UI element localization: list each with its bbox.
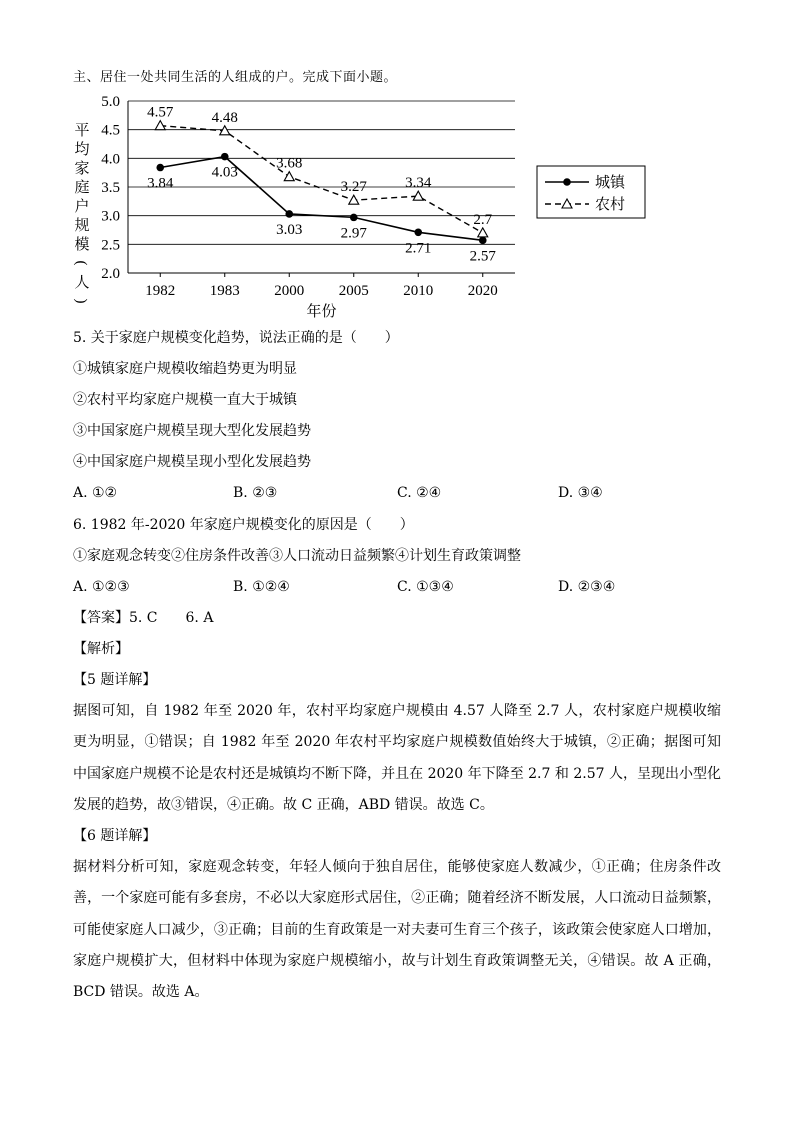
legend-label-urban: 城镇: [595, 175, 626, 191]
data-label-urban: 2.71: [405, 240, 432, 257]
y-axis-label-char: 庭: [74, 180, 90, 196]
legend-label-rural: 农村: [595, 197, 626, 213]
series-line-rural: [160, 126, 483, 233]
y-tick-label: 3.0: [101, 208, 120, 225]
data-label-urban: 3.84: [147, 175, 174, 192]
data-label-rural: 4.48: [211, 109, 238, 126]
y-axis-label-char: (: [73, 260, 89, 266]
data-point-urban: [414, 228, 422, 236]
q5-item-3: ③中国家庭户规模呈现大型化发展趋势: [73, 423, 311, 439]
data-point-urban: [221, 153, 229, 161]
x-tick-label: 1982: [145, 283, 176, 299]
d5-text: 据图可知，自 1982 年至 2020 年，农村平均家庭户规模由 4.57 人降至 2.7 人，农村家庭户规模收缩更为明显，①错误；自 1982 年至 2020 年农村平均家庭户规模数值始终大于城镇，②正确；据图可知中国家庭户规模不论是农村还是城镇均不断下降，并且在 2020 年下降至 2.7 和 2.57 人，呈现出小型化发展的趋势，故③错误，④正确。故 C 正确，ABD 错误。故选 C。: [73, 703, 721, 813]
x-tick-label: 2000: [274, 283, 305, 299]
data-label-rural: 3.27: [340, 179, 367, 196]
data-label-rural: 3.34: [405, 175, 432, 192]
d6-text: 据材料分析可知，家庭观念转变，年轻人倾向于独自居住，能够使家庭人数减少，①正确；住房条件改善，一个家庭可能有多套房，不必以大家庭形式居住，②正确；随着经济不断发展，人口流动日益频繁，可能使家庭人口减少，③正确；目前的生育政策是一对夫妻可生育三个孩子，该政策会使家庭人口增加，家庭户规模扩大，但材料中体现为家庭户规模缩小，故与计划生育政策调整无关，④错误。故 A 正确，BCD 错误。故选 A。: [73, 859, 721, 1001]
legend-box: [537, 166, 645, 218]
q5-option-d: D. ③④: [558, 485, 603, 501]
answer-text: 5. C 6. A: [129, 610, 214, 626]
d5-label: 【5 题详解】: [73, 672, 157, 688]
y-tick-label: 4.5: [101, 122, 120, 139]
data-point-urban: [350, 214, 358, 222]
y-axis-label-char: ): [73, 298, 89, 304]
series-line-urban: [160, 157, 483, 241]
q6-option-d: D. ②③④: [558, 579, 616, 595]
y-tick-label: 5.0: [101, 94, 120, 110]
d6-label: 【6 题详解】: [73, 828, 157, 844]
x-tick-label: 2010: [403, 283, 434, 299]
y-tick-label: 2.5: [101, 237, 120, 254]
y-axis-label-char: 均: [74, 142, 90, 158]
y-axis-label-char: 规: [74, 218, 90, 234]
data-label-urban: 4.03: [211, 164, 238, 181]
x-tick-label: 2005: [338, 283, 369, 299]
q5-item-4: ④中国家庭户规模呈现小型化发展趋势: [73, 454, 311, 470]
data-point-urban: [285, 210, 293, 218]
y-axis-label-char: 人: [74, 275, 90, 291]
y-tick-label: 4.0: [101, 151, 120, 168]
data-label-rural: 4.57: [147, 104, 174, 121]
q5-option-a: A. ①②: [73, 485, 118, 501]
q6-option-a: A. ①②③: [73, 579, 130, 595]
q6-option-b: B. ①②④: [233, 579, 290, 595]
data-point-rural: [155, 121, 165, 130]
intro-text: 主、居住一处共同生活的人组成的户。完成下面小题。: [73, 70, 398, 85]
x-tick-label: 1983: [209, 283, 240, 299]
data-label-urban: 2.57: [469, 248, 496, 265]
q5-item-2: ②农村平均家庭户规模一直大于城镇: [73, 392, 297, 408]
data-label-urban: 3.03: [276, 221, 303, 238]
analysis-label: 【解析】: [73, 641, 129, 657]
data-label-rural: 2.7: [473, 211, 493, 228]
q5-option-c: C. ②④: [397, 485, 442, 501]
household-size-chart: [60, 85, 660, 325]
y-axis-label-char: 家: [74, 161, 90, 177]
x-axis-label: 年份: [306, 304, 337, 320]
legend-marker-urban: [563, 178, 571, 186]
q5-stem: 5. 关于家庭户规模变化趋势，说法正确的是（ ）: [73, 330, 399, 346]
data-point-rural: [284, 172, 294, 181]
data-point-urban: [156, 164, 164, 172]
y-axis-label-char: 户: [74, 199, 90, 215]
y-tick-label: 3.5: [101, 180, 120, 196]
data-label-urban: 2.97: [340, 225, 367, 242]
data-point-rural: [349, 195, 359, 204]
data-point-urban: [479, 237, 487, 245]
data-label-rural: 3.68: [276, 155, 303, 172]
y-axis-label-char: 平: [74, 123, 90, 139]
y-axis-label-char: 模: [74, 237, 90, 253]
q5-option-b: B. ②③: [233, 485, 278, 501]
q6-item-1: ①家庭观念转变②住房条件改善③人口流动日益频繁④计划生育政策调整: [73, 548, 521, 564]
data-point-rural: [413, 191, 423, 200]
q5-item-1: ①城镇家庭户规模收缩趋势更为明显: [73, 361, 297, 377]
x-tick-label: 2020: [467, 283, 498, 299]
q6-option-c: C. ①③④: [397, 579, 454, 595]
answer-label: 【答案】: [73, 610, 129, 626]
q6-stem: 6. 1982 年-2020 年家庭户规模变化的原因是（ ）: [73, 517, 414, 533]
y-tick-label: 2.0: [101, 266, 120, 282]
data-point-rural: [478, 228, 488, 237]
answer-line: [73, 608, 213, 628]
